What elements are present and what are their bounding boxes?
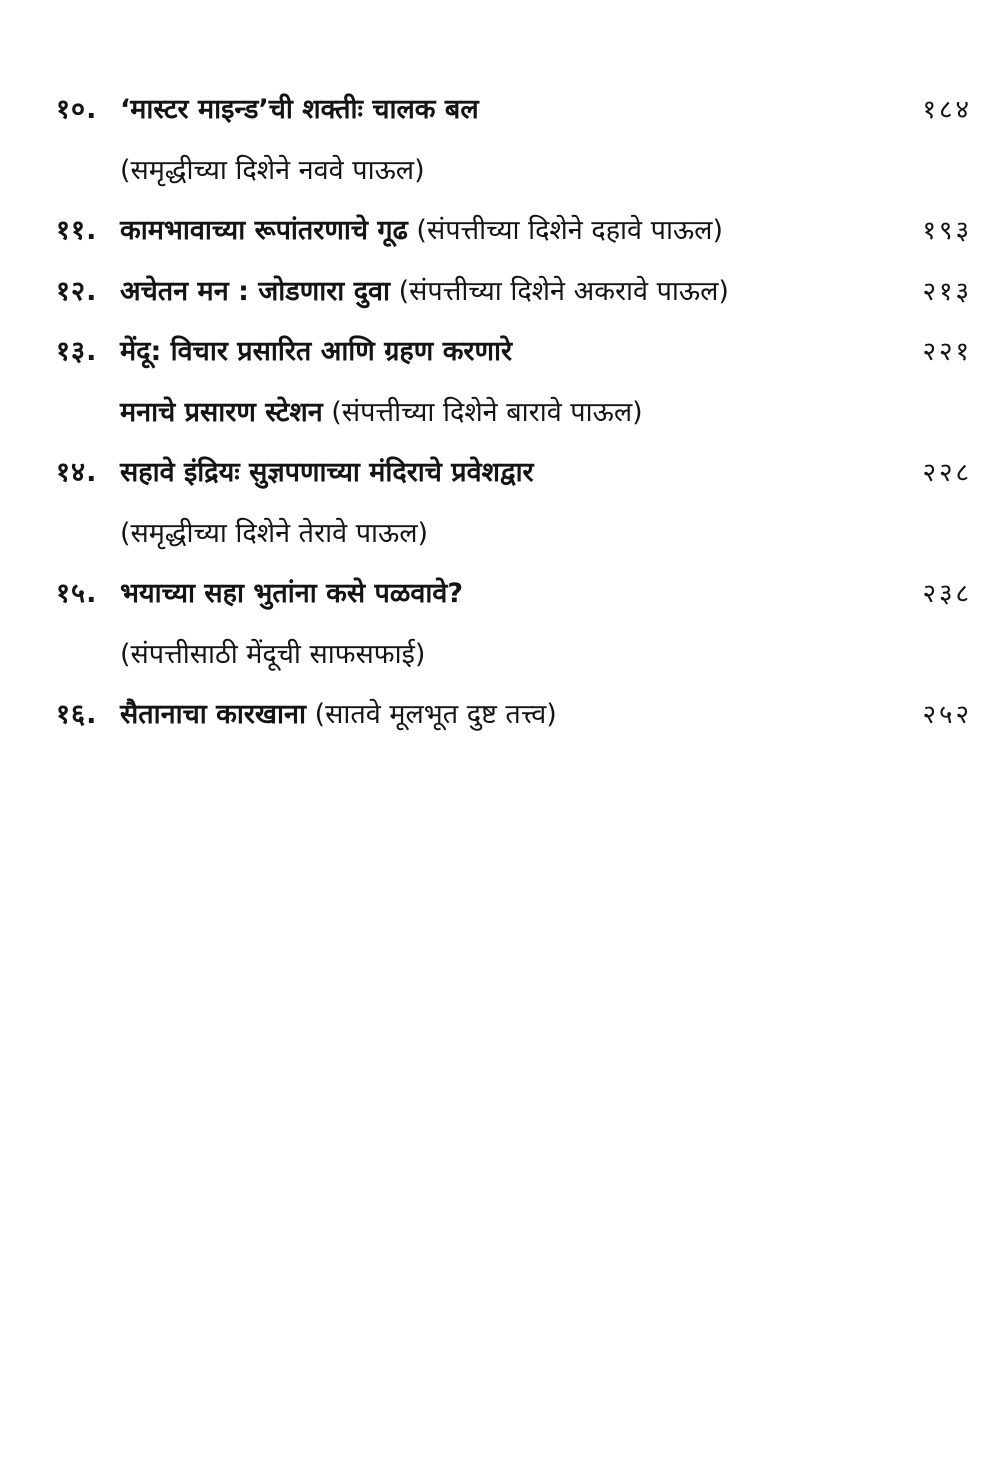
toc-entry [0,443,1000,503]
entry-title-line [120,685,557,745]
toc-entry [0,201,1000,261]
toc-entry [0,262,1000,322]
toc-entry [0,80,1000,140]
toc-entry-continuation [0,141,1000,201]
entry-number: १५. [56,578,98,609]
entry-title-line [120,80,479,140]
toc-entry [0,685,1000,745]
entry-title-line [120,262,729,322]
entry-number: १६. [56,699,98,730]
entry-number: १३. [56,336,98,367]
entry-page-number: २३८ [922,579,972,609]
entry-number: १४. [56,457,98,488]
entry-title: ‘मास्टर माइन्ड’ची शक्तीः चालक बल [120,94,479,125]
entry-title-line [120,201,723,261]
entry-subtitle: (समृद्धीच्या दिशेने नववे पाऊल) [120,155,425,186]
entry-title-line [120,564,463,624]
entry-number: १२. [56,276,98,307]
entry-subtitle: (संपत्तीसाठी मेंदूची साफसफाई) [120,639,426,670]
entry-page-number: २२१ [922,337,972,367]
entry-title: कामभावाच्या रूपांतरणाचे गूढ [120,215,408,246]
entry-subtitle: (समृद्धीच्या दिशेने तेरावे पाऊल) [120,518,429,549]
toc-entry-continuation [0,383,1000,443]
entry-title: सैतानाचा कारखाना [120,699,306,730]
entry-page-number: २१३ [922,277,972,307]
entry-title: सहावे इंद्रियः सुज्ञपणाच्या मंदिराचे प्रवेशद्वार [120,457,534,488]
entry-number: ११. [56,215,98,246]
entry-page-number: २२८ [922,458,972,488]
entry-title-line [120,322,512,382]
entry-subtitle: (सातवे मूलभूत दुष्ट तत्त्व) [314,699,557,730]
entry-number: १०. [56,94,98,125]
entry-page-number: २५२ [922,700,972,730]
toc-entry-continuation [0,625,1000,685]
entry-subtitle: (संपत्तीच्या दिशेने दहावे पाऊल) [416,215,723,246]
entry-title: मेंदू: विचार प्रसारित आणि ग्रहण करणारे [120,336,513,367]
entry-title-continuation: मनाचे प्रसारण स्टेशन [120,397,323,428]
toc-entry [0,322,1000,382]
toc-entry [0,564,1000,624]
entry-page-number: १८४ [922,95,972,125]
entry-title-line [120,443,534,503]
entry-title: भयाच्या सहा भुतांना कसे पळवावे? [120,578,464,609]
entry-subtitle: (संपत्तीच्या दिशेने बारावे पाऊल) [331,397,643,428]
entry-subtitle: (संपत्तीच्या दिशेने अकरावे पाऊल) [398,276,729,307]
entry-page-number: १९३ [922,216,972,246]
entry-title: अचेतन मन : जोडणारा दुवा [120,276,391,307]
entry-continuation-line [120,383,643,443]
toc-entry-continuation [0,504,1000,564]
